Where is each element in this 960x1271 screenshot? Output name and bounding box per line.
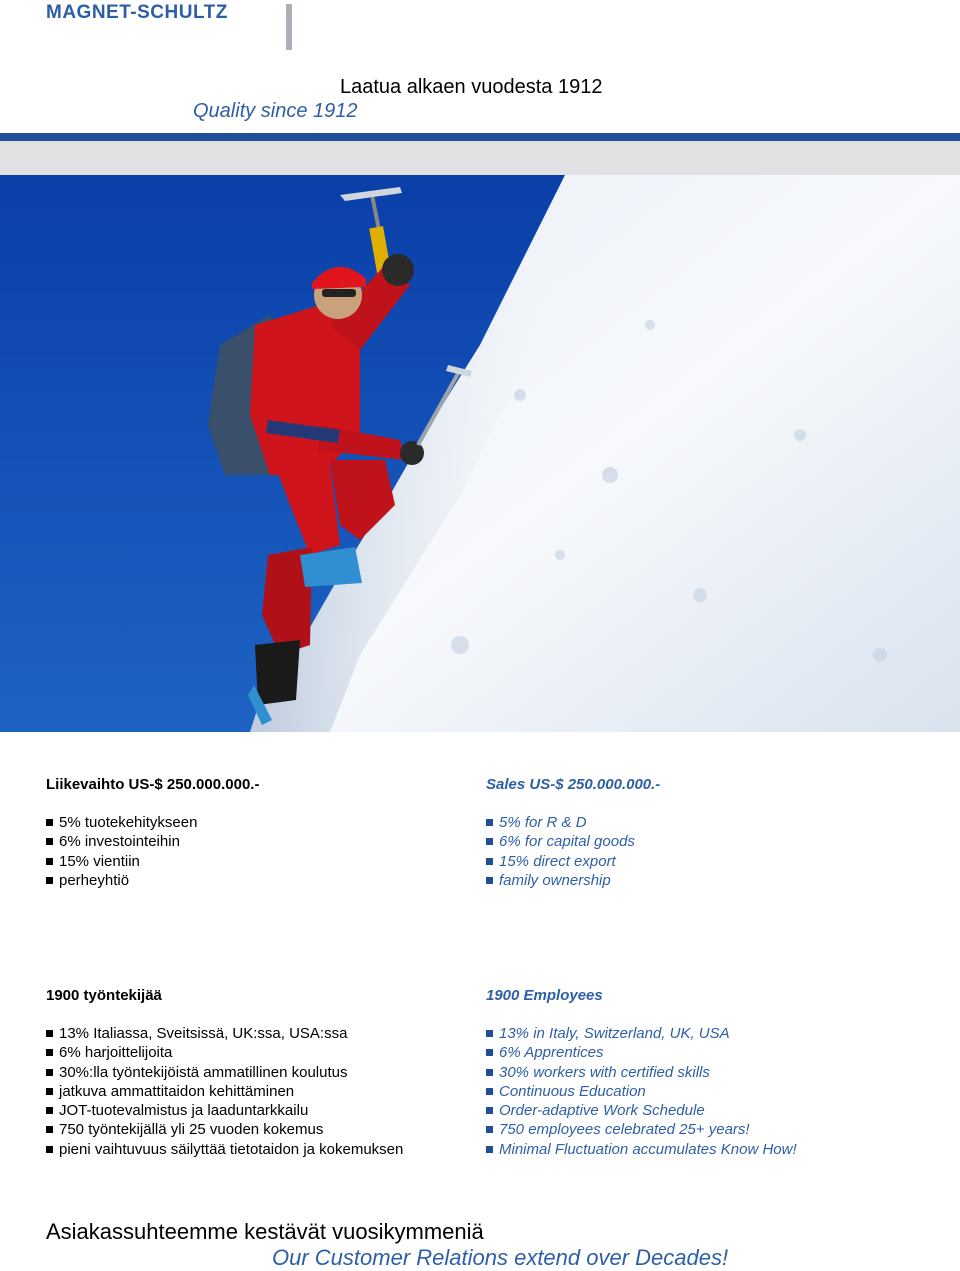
list-item: 6% for capital goods (486, 832, 635, 851)
list-item: 6% Apprentices (486, 1043, 797, 1062)
footer-heading-english: Our Customer Relations extend over Decades! (272, 1245, 729, 1270)
page-title-finnish: Laatua alkaen vuodesta 1912 (340, 76, 603, 98)
list-item: 30%:lla työntekijöistä ammatillinen koulutus (46, 1063, 403, 1082)
list-item: 30% workers with certified skills (486, 1063, 797, 1082)
list-item: Order-adaptive Work Schedule (486, 1101, 797, 1120)
list-item: 750 employees celebrated 25+ years! (486, 1120, 797, 1139)
sales-title-english: Sales US-$ 250.000.000.- (486, 776, 661, 793)
list-item: Minimal Fluctuation accumulates Know How! (486, 1140, 797, 1159)
employees-title-finnish: 1900 työntekijää (46, 987, 162, 1004)
company-logo: MAGNET-SCHULTZ (46, 2, 228, 23)
footer-heading-finnish: Asiakassuhteemme kestävät vuosikymmeniä (46, 1219, 484, 1244)
list-item: family ownership (486, 871, 635, 890)
header-stripe-blue (0, 133, 960, 141)
logo-divider-bar (286, 4, 292, 50)
employees-title-english: 1900 Employees (486, 987, 603, 1004)
list-item: pieni vaihtuvuus säilyttää tietotaidon ja kokemuksen (46, 1140, 403, 1159)
list-item: 6% harjoittelijoita (46, 1043, 403, 1062)
list-item: 15% direct export (486, 852, 635, 871)
list-item: 5% for R & D (486, 813, 635, 832)
sales-title-finnish: Liikevaihto US-$ 250.000.000.- (46, 776, 260, 793)
list-item: 13% Italiassa, Sveitsissä, UK:ssa, USA:ssa (46, 1024, 403, 1043)
list-item: 6% investointeihin (46, 832, 197, 851)
climber-photo (0, 175, 960, 732)
list-item: JOT-tuotevalmistus ja laaduntarkkailu (46, 1101, 403, 1120)
header-stripe-grey (0, 141, 960, 175)
list-item: 13% in Italy, Switzerland, UK, USA (486, 1024, 797, 1043)
list-item: 5% tuotekehitykseen (46, 813, 197, 832)
list-item: Continuous Education (486, 1082, 797, 1101)
list-item: 15% vientiin (46, 852, 197, 871)
employees-list-english (486, 1024, 797, 1159)
list-item: perheyhtiö (46, 871, 197, 890)
employees-list-finnish (46, 1024, 403, 1159)
sales-list-english (486, 813, 635, 890)
sales-list-finnish (46, 813, 197, 890)
list-item: 750 työntekijällä yli 25 vuoden kokemus (46, 1120, 403, 1139)
list-item: jatkuva ammattitaidon kehittäminen (46, 1082, 403, 1101)
page-title-english: Quality since 1912 (193, 100, 358, 122)
